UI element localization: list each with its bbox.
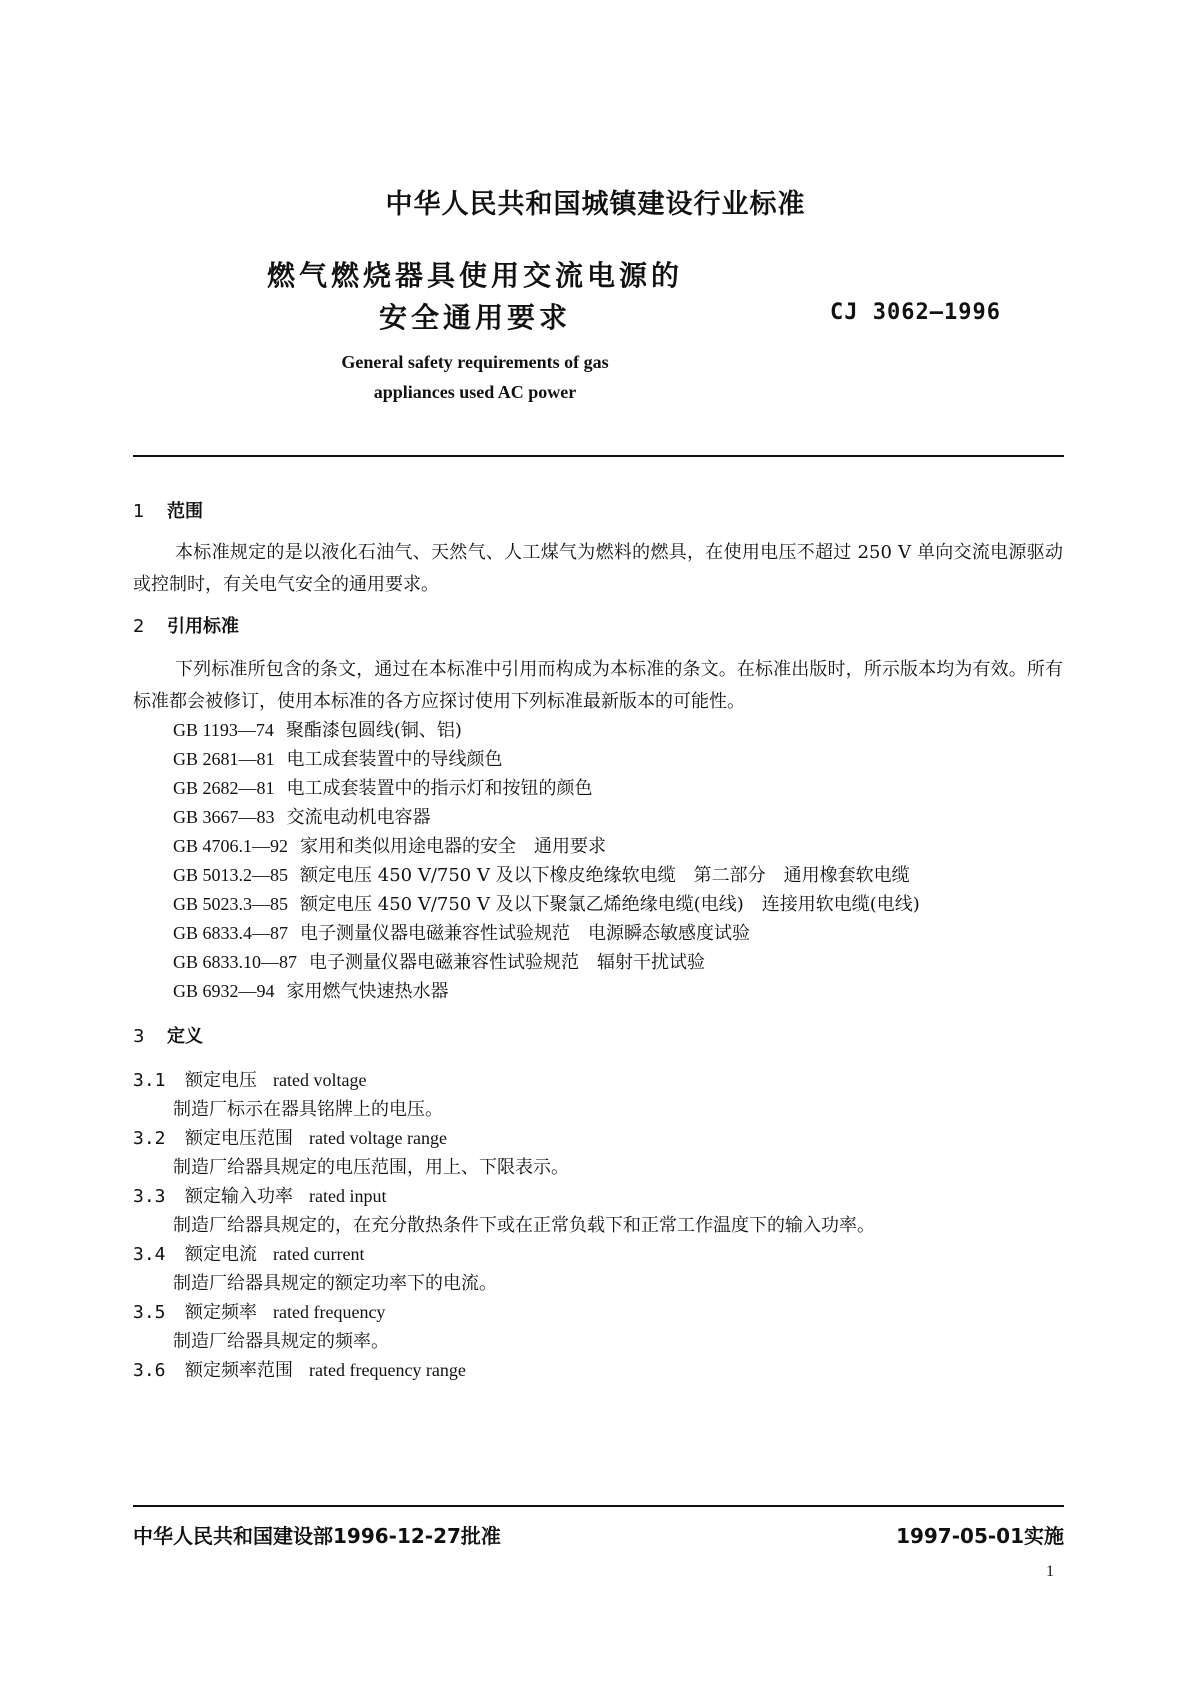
definition-number: 3.1: [133, 1070, 166, 1091]
definition-term-en: rated voltage: [273, 1070, 367, 1090]
reference-item: [173, 919, 750, 945]
reference-title: 聚酯漆包圆线(铜、铝): [285, 720, 462, 741]
definition-term-cn: 额定频率: [185, 1302, 257, 1323]
reference-code: GB 2681—81: [173, 749, 275, 769]
reference-item: [173, 774, 593, 800]
reference-title: 额定电压 450 V/750 V 及以下聚氯乙烯绝缘电缆(电线) 连接用软电缆(电线): [300, 894, 920, 915]
reference-title: 电子测量仪器电磁兼容性试验规范 辐射干扰试验: [309, 952, 706, 973]
definition-heading: [133, 1240, 364, 1266]
section-heading-scope: [133, 497, 203, 523]
section-number: 2: [133, 616, 145, 637]
references-paragraph: 下列标准所包含的条文，通过在本标准中引用而构成为本标准的条文。在标准出版时，所示版本均为有效。所有标准都会被修订，使用本标准的各方应探讨使用下列标准最新版本的可能性。: [133, 659, 1063, 712]
approval-info: 中华人民共和国建设部1996-12-27批准: [133, 1524, 501, 1548]
title-en-line1: General safety requirements of gas: [341, 352, 609, 372]
definition-heading: [133, 1298, 385, 1324]
footer-divider: [133, 1505, 1064, 1507]
section-title: 引用标准: [167, 616, 239, 637]
reference-title: 电子测量仪器电磁兼容性试验规范 电源瞬态敏感度试验: [300, 923, 751, 944]
definition-term-cn: 额定频率范围: [185, 1360, 293, 1381]
section-title: 定义: [167, 1026, 203, 1047]
reference-code: GB 2682—81: [173, 778, 275, 798]
definition-term-cn: 额定电压范围: [185, 1128, 293, 1149]
definition-number: 3.5: [133, 1302, 166, 1323]
definition-description: 制造厂标示在器具铭牌上的电压。: [173, 1099, 443, 1120]
reference-code: GB 6932—94: [173, 981, 275, 1001]
definition-number: 3.2: [133, 1128, 166, 1149]
reference-code: GB 3667—83: [173, 807, 275, 827]
definition-description: 制造厂给器具规定的电压范围，用上、下限表示。: [173, 1157, 569, 1178]
title-en-line2: appliances used AC power: [373, 382, 577, 402]
reference-item: [173, 861, 910, 887]
reference-code: GB 1193—74: [173, 720, 274, 740]
reference-item: [173, 716, 462, 742]
definition-term-en: rated frequency range: [309, 1360, 466, 1380]
section-number: 3: [133, 1026, 145, 1047]
definition-number: 3.4: [133, 1244, 166, 1265]
effective-date: 1997-05-01实施: [896, 1524, 1064, 1548]
section-heading-definitions: [133, 1022, 203, 1048]
reference-item: [173, 948, 705, 974]
reference-item: [173, 977, 449, 1003]
definition-heading: [133, 1182, 386, 1208]
reference-code: GB 4706.1—92: [173, 836, 289, 856]
definition-description: 制造厂给器具规定的，在充分散热条件下或在正常负载下和正常工作温度下的输入功率。: [173, 1215, 875, 1236]
reference-title: 额定电压 450 V/750 V 及以下橡皮绝缘软电缆 第二部分 通用橡套软电缆: [300, 865, 910, 886]
definition-heading: [133, 1356, 466, 1382]
reference-item: [173, 832, 606, 858]
reference-item: [173, 890, 920, 916]
section-heading-references: [133, 612, 239, 638]
reference-title: 电工成套装置中的导线颜色: [286, 749, 503, 770]
page-number: 1: [1046, 1563, 1054, 1580]
definition-description: 制造厂给器具规定的频率。: [173, 1331, 389, 1352]
reference-code: GB 6833.4—87: [173, 923, 289, 943]
definition-term-en: rated voltage range: [309, 1128, 447, 1148]
title-cn-line1: 燃气燃烧器具使用交流电源的: [266, 259, 683, 292]
reference-code: GB 6833.10—87: [173, 952, 298, 972]
reference-item: [173, 803, 431, 829]
section-number: 1: [133, 501, 145, 522]
definition-term-en: rated frequency: [273, 1302, 386, 1322]
section-title: 范围: [167, 501, 203, 522]
scope-paragraph: 本标准规定的是以液化石油气、天然气、人工煤气为燃料的燃具，在使用电压不超过 250 V 单向交流电源驱动或控制时，有关电气安全的通用要求。: [133, 542, 1063, 595]
definition-heading: [133, 1066, 366, 1092]
definition-description: 制造厂给器具规定的额定功率下的电流。: [173, 1273, 497, 1294]
definition-term-en: rated current: [273, 1244, 365, 1264]
definition-term-cn: 额定电压: [185, 1070, 257, 1091]
reference-item: [173, 745, 503, 771]
standard-code: CJ 3062—1996: [830, 300, 1001, 325]
reference-code: GB 5023.3—85: [173, 894, 289, 914]
definition-term-en: rated input: [309, 1186, 387, 1206]
definition-number: 3.6: [133, 1360, 166, 1381]
definition-term-cn: 额定电流: [185, 1244, 257, 1265]
reference-title: 交流电动机电容器: [286, 807, 431, 828]
reference-title: 电工成套装置中的指示灯和按钮的颜色: [286, 778, 593, 799]
reference-title: 家用燃气快速热水器: [286, 981, 449, 1002]
industry-standard-header: 中华人民共和国城镇建设行业标准: [385, 189, 806, 220]
reference-title: 家用和类似用途电器的安全 通用要求: [300, 836, 607, 857]
definition-term-cn: 额定输入功率: [185, 1186, 293, 1207]
reference-code: GB 5013.2—85: [173, 865, 289, 885]
title-divider: [133, 455, 1064, 457]
definition-number: 3.3: [133, 1186, 166, 1207]
title-cn-line2: 安全通用要求: [378, 301, 571, 334]
definition-heading: [133, 1124, 447, 1150]
